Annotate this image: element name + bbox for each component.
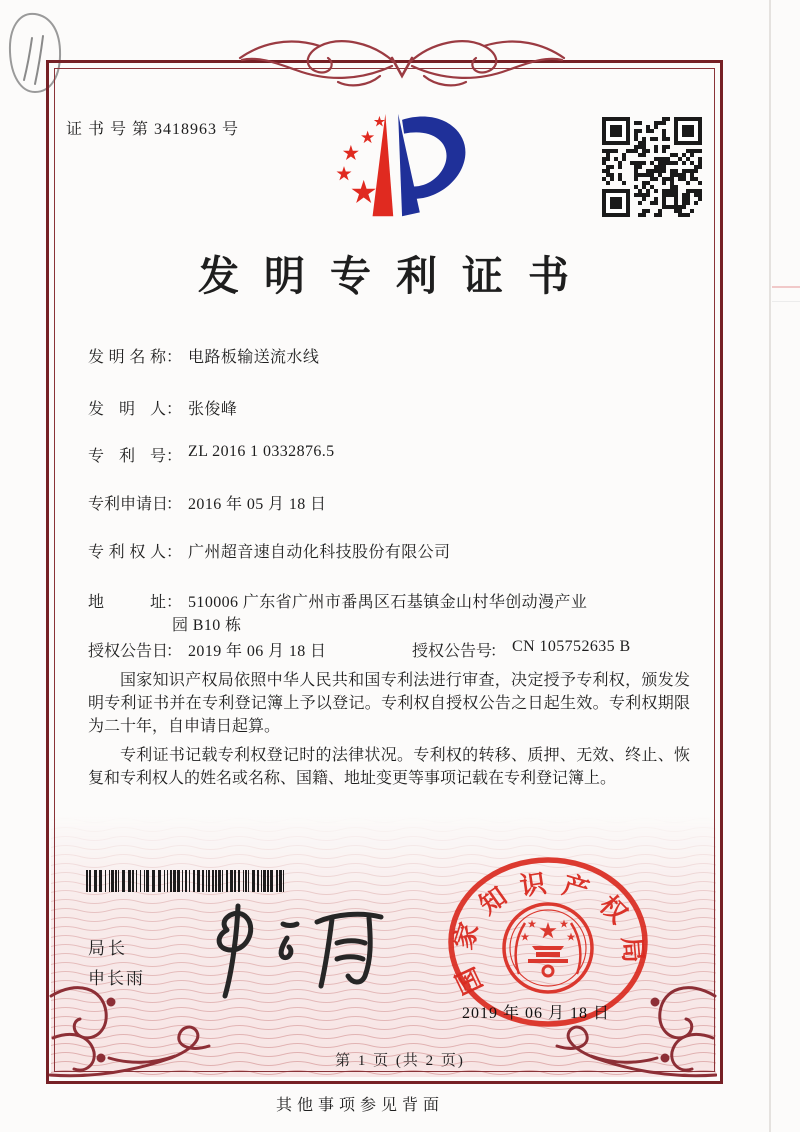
field-value: 广州超音速自动化科技股份有限公司 bbox=[188, 544, 451, 561]
legal-paragraph-1: 国家知识产权局依照中华人民共和国专利法进行审查，决定授予专利权，颁发发明专利证书并在专利登记簿上予以登记。专利权自授权公告之日起生效。专利权期限为二十年，自申请日起算。 bbox=[88, 672, 690, 735]
signer-title: 局长 bbox=[88, 939, 128, 958]
top-ornament bbox=[228, 24, 576, 102]
field-label: 发明人 bbox=[88, 401, 166, 418]
certificate-title: 发明专利证书 bbox=[198, 253, 594, 299]
field-label: 专利申请日 bbox=[88, 496, 169, 513]
reverse-side-note: 其他事项参见背面 bbox=[275, 1097, 444, 1114]
field-inventor bbox=[88, 396, 237, 419]
colon: ： bbox=[166, 643, 183, 660]
colon: ： bbox=[166, 496, 183, 513]
legal-paragraph-2: 专利证书记载专利权登记时的法律状况。专利权的转移、质押、无效、终止、恢复和专利权人的姓名或名称、国籍、地址变更等事项记载在专利登记簿上。 bbox=[88, 747, 690, 787]
cnipa-logo bbox=[323, 108, 491, 234]
page-number: 第 1 页 (共 2 页) bbox=[335, 1053, 465, 1069]
colon: ： bbox=[166, 401, 183, 418]
field-address-line2: 园 B10 栋 bbox=[172, 617, 242, 634]
field-label: 发明名称 bbox=[88, 349, 166, 366]
field-grant-number bbox=[412, 638, 631, 661]
seal-date: 2019 年 06 月 18 日 bbox=[462, 1005, 611, 1022]
field-label: 授权公告日 bbox=[88, 643, 169, 660]
certificate-number: 证 书 号 第 3418963 号 bbox=[66, 121, 240, 138]
field-value: CN 105752635 B bbox=[512, 638, 631, 655]
field-label: 专利号 bbox=[88, 448, 166, 465]
corner-flourish-right bbox=[517, 980, 717, 1080]
colon: ： bbox=[166, 448, 183, 465]
field-value-line1: 510006 广东省广州市番禺区石基镇金山村华创动漫产业 bbox=[188, 594, 588, 611]
scan-artifact-line bbox=[772, 286, 800, 288]
field-value: 2019 年 06 月 18 日 bbox=[188, 643, 327, 660]
field-value: ZL 2016 1 0332876.5 bbox=[188, 443, 335, 460]
field-value: 张俊峰 bbox=[188, 401, 238, 418]
colon: ： bbox=[166, 594, 183, 611]
field-label: 地址 bbox=[88, 594, 166, 611]
field-filing-date bbox=[88, 491, 326, 514]
national-emblem bbox=[504, 904, 592, 992]
signer-name: 申长雨 bbox=[88, 969, 145, 988]
corner-flourish-left bbox=[49, 980, 249, 1080]
field-grant-row bbox=[88, 638, 326, 661]
scan-paper-edge bbox=[769, 0, 771, 1132]
scan-artifact-line bbox=[772, 301, 800, 302]
field-value: 2016 年 05 月 18 日 bbox=[188, 496, 327, 513]
field-label: 专利权人 bbox=[88, 544, 166, 561]
field-patentee bbox=[88, 539, 450, 562]
legal-text bbox=[88, 669, 690, 796]
colon: ： bbox=[490, 643, 507, 660]
colon: ： bbox=[166, 349, 183, 366]
field-invention-name bbox=[88, 344, 319, 367]
qr-code bbox=[602, 117, 702, 217]
field-address bbox=[88, 589, 587, 612]
colon: ： bbox=[166, 544, 183, 561]
seal-org-text: 国家知识产权局 bbox=[448, 868, 648, 999]
barcode bbox=[84, 869, 289, 893]
handwritten-annotation-11 bbox=[5, 10, 67, 98]
field-label: 授权公告号 bbox=[412, 643, 493, 660]
field-patent-number bbox=[88, 443, 335, 466]
field-value: 电路板输送流水线 bbox=[188, 349, 320, 366]
